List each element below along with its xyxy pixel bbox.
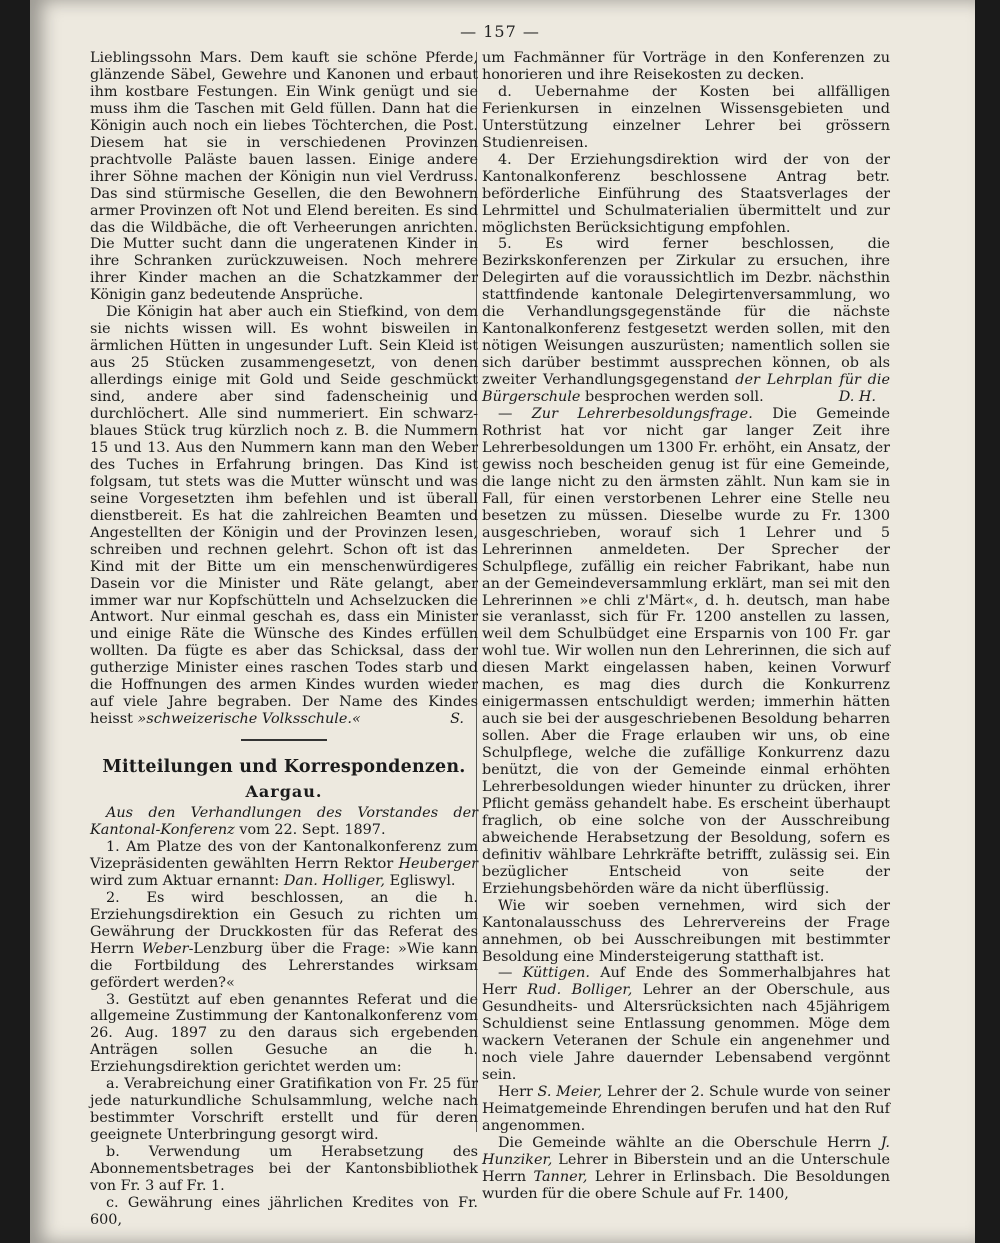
kuettigen-text-a: Auf Ende des Sommerhalbjahres hat Herr	[482, 965, 891, 999]
item-2-name: Weber	[141, 940, 189, 957]
salary-title: Zur Lehrerbesoldungsfrage.	[531, 406, 753, 423]
item-3c: c. Gewährung eines jährlichen Kredites von Fr. 600,	[90, 1194, 478, 1228]
kuettigen-paragraph	[482, 965, 890, 1084]
kuettigen-name: Rud. Bolliger,	[527, 982, 633, 999]
intro-italic: Aus den Verhandlungen des Vorstandes der Kantonal-Konferenz	[90, 805, 478, 838]
continuation-paragraph: um Fachmänner für Vorträge in den Konferenzen zu honorieren und ihre Reisekosten zu decken.	[482, 50, 890, 83]
item-3: 3. Gestützt auf eben genanntes Referat und die allgemeine Zustimmung der Kantonalkonferenz vom 26. Aug. 1897 zu den daraus sich ergebenden Anträgen sollen Gesuche an die h. Erziehungsdirektion gerichtet werden um:	[90, 991, 478, 1076]
item-1-text-c: Egliswyl.	[389, 872, 456, 889]
item-2-text-b: -Lenzburg über die Frage: »Wie kann die Fortbildung des Lehrerstandes wirksam gefördert werden?«	[90, 940, 478, 991]
item-1-text-a: 1. Am Platze des von der Kantonalkonferenz zum Vizepräsidenten gewählten Herrn Rektor	[90, 838, 478, 872]
kuettigen-lead-dash: —	[498, 965, 513, 982]
page-number: — 157 —	[460, 22, 540, 41]
item-3a: a. Verabreichung einer Gratifikation von Fr. 25 für jede naturkundliche Schulsammlung, welche nach bestimmter Vorschrift erstellt und für deren geeignete Unterbringung gesorgt wird.	[90, 1076, 478, 1144]
item-1-name: Heuberger	[398, 855, 479, 872]
right-column	[482, 50, 890, 1203]
salary-paragraph	[482, 406, 890, 898]
intro-paragraph	[90, 805, 478, 839]
subheading-aargau: Aargau.	[245, 782, 323, 802]
gemeinde-name-1: J. Hunziker,	[482, 1135, 890, 1168]
kanton-paragraph: Wie wir soeben vernehmen, wird sich der Kantonalausschuss des Lehrervereins der Frage annehmen, ob bei Ausschreibungen mit bestimmter Besoldung eine Mindersteigerung statthaft ist.	[482, 897, 890, 965]
section-heading: Mitteilungen und Korrespondenzen.	[102, 757, 466, 778]
item-1-name2: Dan. Holliger,	[283, 872, 385, 889]
kuettigen-place: Küttigen.	[522, 965, 591, 982]
meier-text-b: Lehrer der 2. Schule wurde von seiner Heimatgemeinde Ehrendingen berufen und hat den Ruf angenommen.	[482, 1084, 890, 1135]
story-paragraph-2-text: Die Königin hat aber auch ein Stiefkind, von dem sie nichts wissen will. Es wohnt bisweilen in ärmlichen Hütten in ungesunder Luft. Sein Kleid ist aus 25 Stücken zusammengesetzt, von denen allerdings einige mit Gold und Seide geschmückt sind, andere aber sind fadenscheinig und durchlöchert. Alle sind nummeriert. Ein schwarz-blaues Stück trug kürzlich noch z. B. die Nummern 15 und 13. Aus den Nummern kann man den Weber des Tuches in Erfahrung bringen. Das Kind ist folgsam, tut stets was die Mutter wünscht und was seine Vorgesetzten ihm befehlen und ist überall dienstbereit. Es hat die zahlreichen Beamten und Angestellten der Königin und der Provinzen lesen, schreiben und rechnen gelehrt. Schon oft ist das Kind mit der Bitte um ein menschenwürdigeres Dasein vor die Minister und Räte gelangt, aber immer war nur Kopfschütteln und Achselzucken die Antwort. Nur einmal geschah es, dass ein Minister und einige Räte die Wünsche des Kindes erfüllen wollten. Da fügte es aber das Schicksal, dass der gutherzige Minister eines raschen Todes starb und die Hoffnungen des armen Kindes wurden wieder auf viele Jahre begraben. Der Name des Kindes heisst	[90, 304, 478, 728]
kuettigen-text-b: Lehrer an der Oberschule, aus Gesundheits- und Altersrücksichten nach 45jährigem Schuldienst seine Entlassung genommen. Möge dem wackern Veteranen der Schule ein angenehmer und noch viele Jahre dauernder Lebensabend vergönnt sein.	[482, 982, 890, 1084]
item-5-signature: D. H.	[838, 389, 876, 406]
meier-paragraph	[482, 1084, 890, 1135]
meier-name: S. Meier,	[537, 1084, 603, 1101]
gemeinde-paragraph	[482, 1135, 890, 1203]
item-5-text-a: 5. Es wird ferner beschlossen, die Bezirkskonferenzen per Zirkular zu ersuchen, ihre Delegirten auf die voraussichtlich im Dezbr. nächsthin stattfindende kantonale Delegirtenversammlung, wo die Verhandlungsgegenstände für die nächste Kantonalkonferenz festgesetzt werden sollen, mit den nötigen Weisungen auszurüsten; namentlich sollen sie sich darüber bestimmt aussprechen können, ob als zweiter Verhandlungsgegenstand	[482, 236, 890, 389]
story-signature: S.	[450, 711, 464, 728]
story-paragraph-2	[90, 304, 478, 728]
item-2	[90, 890, 478, 992]
gemeinde-text-c: Lehrer in Erlinsbach. Die Besoldungen wurden für die obere Schule auf Fr. 1400,	[482, 1168, 890, 1202]
item-1-text-b: wird zum Aktuar ernannt:	[90, 872, 280, 889]
gemeinde-text-b: Lehrer in Biberstein und an die Unterschule Herrn	[482, 1151, 891, 1185]
meier-text-a: Herr	[498, 1084, 533, 1101]
gemeinde-text-a: Die Gemeinde wählte an die Oberschule Herrn	[498, 1135, 872, 1151]
story-paragraph-1: Lieblingssohn Mars. Dem kauft sie schöne Pferde, glänzende Säbel, Gewehre und Kanonen und erbaut ihm kostbare Festungen. Ein Wink genügt und sie muss ihm die Taschen mit Geld füllen. Dann hat die Königin auch noch ein liebes Töchterchen, die Post. Diesem hat sie in verschiedenen Provinzen prachtvolle Paläste bauen lassen. Einige andere ihrer Söhne machen der Königin nun viel Verdruss. Das sind stürmische Gesellen, die den Bewohnern armer Provinzen oft Not und Elend bereiten. Es sind das die Wildbäche, die oft Verheerungen anrichten. Die Mutter sucht dann die ungeratenen Kinder in ihre Schranken zurückzuweisen. Noch mehrere ihrer Kinder machen an die Schatzkammer der Königin ganz bedeutende Ansprüche.	[90, 50, 478, 304]
item-5-text-b: besprochen werden soll.	[585, 389, 764, 406]
item-2-text-a: 2. Es wird beschlossen, an die h. Erziehungsdirektion ein Gesuch zu richten um Gewährung der Druckkosten für das Referat des Herrn	[90, 889, 478, 957]
item-5-italic: der Lehrplan für die Bürgerschule	[482, 372, 890, 406]
item-3b: b. Verwendung um Herabsetzung des Abonnementsbetrages bei der Kantonsbibliothek von Fr. 3 auf Fr. 1.	[90, 1144, 478, 1194]
item-5	[482, 236, 890, 406]
intro-date: vom 22. Sept. 1897.	[239, 821, 386, 838]
salary-text: Die Gemeinde Rothrist hat vor nicht gar langer Zeit ihre Lehrerbesoldungen um 1300 Fr. erhöht, ein Ansatz, der gewiss noch bescheiden genug ist für eine Gemeinde, die lange nicht zu den ärmsten zählt. Nun kam sie in Fall, für einen verstorbenen Lehrer eine Stelle neu besetzen zu müssen. Dieselbe wurde zu Fr. 1300 ausgeschrieben, worauf sich 1 Lehrer und 5 Lehrerinnen anmeldeten. Der Sprecher der Schulpflege, zufällig ein reicher Fabrikant, habe nun an der Gemeindeversammlung erklärt, man sei mit den Lehrerinnen »e chli z'Märt«, d. h. deutsch, man habe sie veranlasst, sich für Fr. 1200 anstellen zu lassen, weil dem Schulbüdget eine Ersparnis von 100 Fr. gar wohl tue. Wir wollen nun den Lehrerinnen, die sich auf diesen Markt eingelassen haben, keinen Vorwurf machen, es mag dies durch die Konkurrenz einigermassen entschuldigt werden; immerhin hätten auch sie bei der ausgeschriebenen Besoldung beharren sollen. Aber die Frage erlauben wir uns, ob eine Schulpflege, welche die zufällige Konkurrenz dazu benützt, die von der Gemeinde einmal erhöhten Lehrerbesoldungen wieder hinunter zu drücken, ihrer Pflicht gemäss gehandelt habe. Es erscheint überhaupt fraglich, ob eine solche von der Ausschreibung abweichende Herabsetzung der Besoldung, sofern es definitiv wählbare Lehrkräfte betrifft, zulässig sei. Ein bezüglicher Entscheid von seite der Erziehungsbehörden wäre da nicht überflüssig.	[482, 406, 891, 897]
gemeinde-name-2: Tanner,	[533, 1168, 588, 1185]
left-column	[90, 50, 478, 1229]
item-3d: d. Uebernahme der Kosten bei allfälligen Ferienkursen in einzelnen Wissensgebieten und Unterstützung einzelner Lehrer bei grössern Studienreisen.	[482, 83, 890, 151]
item-4: 4. Der Erziehungsdirektion wird der von der Kantonalkonferenz beschlossene Antrag betr. beförderliche Einführung des Staatsverlages der Lehrmittel und Schulmaterialien übermittelt und zur möglichsten Berücksichtigung empfohlen.	[482, 151, 890, 236]
story-title-italic: »schweizerische Volksschule.«	[137, 711, 361, 728]
section-rule	[241, 739, 327, 741]
item-1	[90, 839, 478, 890]
salary-lead-dash: —	[498, 406, 513, 423]
newspaper-page	[30, 0, 975, 1243]
